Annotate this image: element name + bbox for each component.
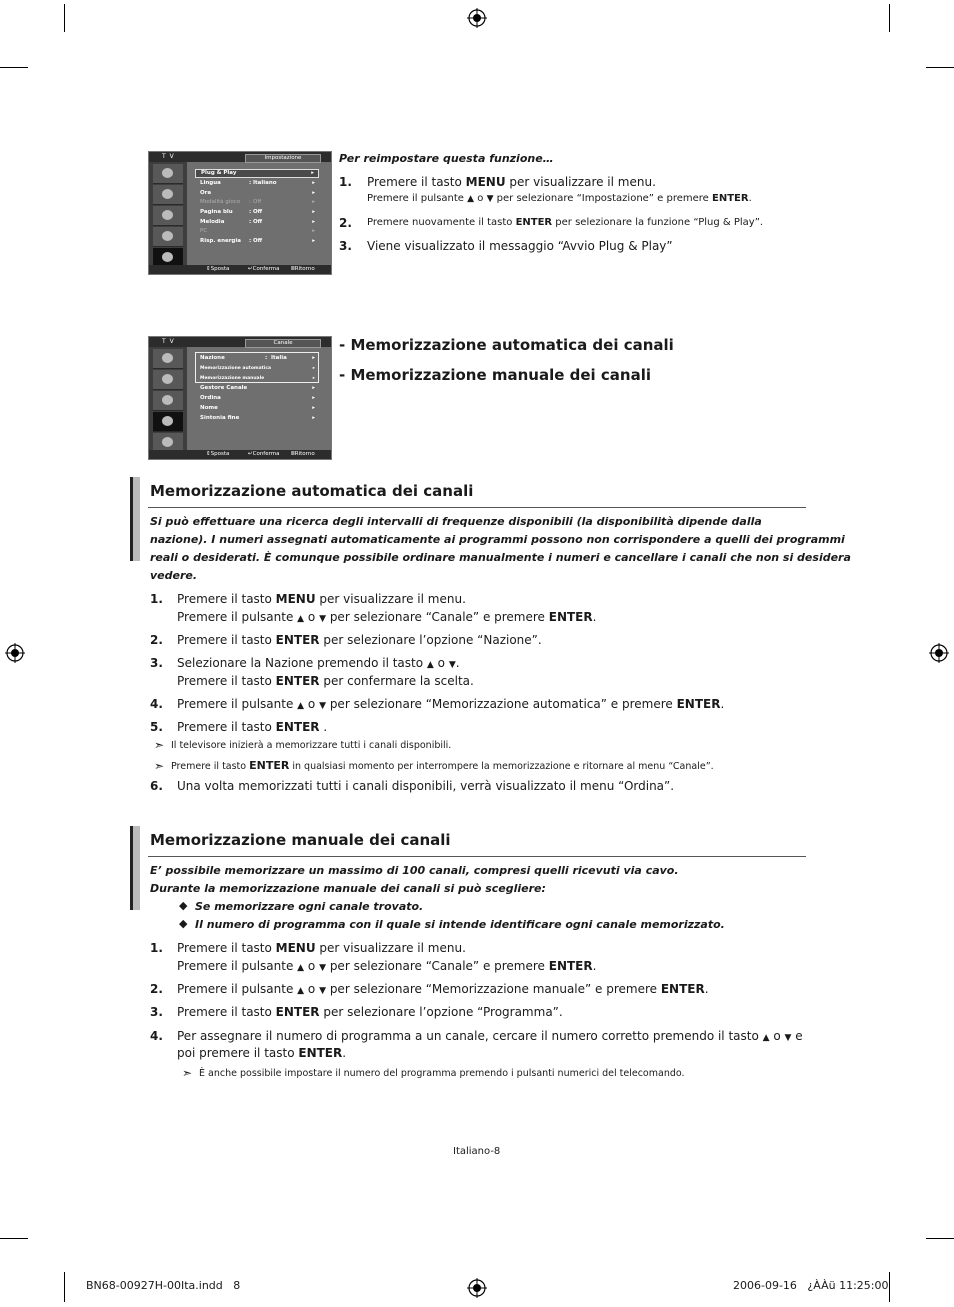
input-icon (153, 227, 183, 247)
step-number: 1. (150, 941, 163, 955)
up-arrow-icon: ▲ (297, 614, 305, 624)
manual-intro-line: E’ possibile memorizzare un massimo di 100 canali, compresi quelli ricevuti via cavo. (150, 864, 679, 877)
move-hint: ⇕Sposta (206, 451, 230, 457)
tv-menu-row: Memorizzazione manuale ▸ (200, 376, 315, 381)
registration-mark-icon (5, 643, 25, 663)
auto-step-2: Premere il tasto ENTER per selezionare l’opzione “Nazione”. (177, 633, 542, 647)
down-arrow-icon: ▼ (319, 986, 326, 996)
tv-menu-row: Nome ▸ (200, 405, 315, 411)
crop-mark (0, 1238, 28, 1239)
auto-step-6: Una volta memorizzati tutti i canali disponibili, verrà visualizzato il menu “Ordina”. (177, 779, 675, 793)
tv-menu-sidebar (149, 162, 187, 266)
reset-step-1-sub: Premere il pulsante ▲ o ▼ per selezionare “Impostazione” e premere ENTER. (367, 193, 752, 204)
link-manual-memorization: - Memorizzazione manuale dei canali (339, 366, 651, 384)
reset-step-3: Viene visualizzato il messaggio “Avvio Plug & Play” (367, 239, 673, 253)
channel-icon (153, 412, 183, 432)
auto-step-3: Selezionare la Nazione premendo il tasto ▲ o ▼. (177, 654, 460, 674)
picture-icon (153, 349, 183, 369)
auto-intro-line: vedere. (150, 569, 198, 582)
reset-step-2: Premere nuovamente il tasto ENTER per selezionare la funzione “Plug & Play”. (367, 217, 764, 228)
registration-mark-icon (467, 8, 487, 28)
tv-label: T V (162, 338, 175, 345)
tv-menu-row: Gestore Canale ▸ (200, 385, 315, 391)
tv-menu-row: PC ▸ (200, 228, 315, 234)
tv-menu-footer (149, 265, 331, 274)
tv-label: T V (162, 153, 175, 160)
note-arrow-icon: ➣ (154, 738, 165, 752)
auto-step-4: Premere il pulsante ▲ o ▼ per selezionare “Memorizzazione automatica” e premere ENTER. (177, 695, 724, 715)
note-arrow-icon: ➣ (182, 1066, 193, 1080)
tv-menu-row: Ordina ▸ (200, 395, 315, 401)
auto-intro-line: reali o desiderati. È comunque possibile ordinare manualmente i numeri e cancellare i canali che non si desidera (150, 551, 851, 564)
down-arrow-icon: ▼ (319, 701, 326, 711)
manual-step-1: Premere il tasto MENU per visualizzare il menu. (177, 941, 466, 955)
crop-mark (0, 67, 28, 68)
print-timestamp: 2006-09-16 ¿ÀÀü 11:25:00 (733, 1279, 889, 1292)
tv-menu-row: Sintonia fine ▸ (200, 415, 315, 421)
crop-mark (926, 1238, 954, 1239)
section-rule (148, 507, 806, 508)
confirm-hint: ↵Conferma (248, 266, 280, 272)
up-arrow-icon: ▲ (762, 1033, 770, 1043)
section-rule (148, 856, 806, 857)
tv-menu-setup-screenshot (148, 151, 332, 275)
link-auto-memorization: - Memorizzazione automatica dei canali (339, 336, 674, 354)
up-arrow-icon: ▲ (297, 986, 305, 996)
input-icon (153, 391, 183, 411)
auto-intro-line: Si può effettuare una ricerca degli intervalli di frequenze disponibili (la disponibilità dipende dalla (150, 515, 762, 528)
step-number: 1. (339, 175, 352, 189)
channel-icon (153, 206, 183, 226)
crop-mark (889, 4, 890, 32)
crop-mark (889, 1272, 890, 1302)
auto-step-1: Premere il tasto MENU per visualizzare il menu. (177, 592, 466, 606)
page-number: Italiano-8 (453, 1146, 501, 1157)
section-heading-manual: Memorizzazione manuale dei canali (150, 831, 451, 849)
up-arrow-icon: ▲ (426, 660, 434, 670)
auto-intro-line: nazione). I numeri assegnati automaticamente ai programmi possono non corrispondere a quelli dei programmi (150, 533, 845, 546)
picture-icon (153, 164, 183, 184)
section-bar (130, 826, 140, 910)
tv-menu-sidebar (149, 347, 187, 451)
down-arrow-icon: ▼ (784, 1033, 792, 1043)
auto-step-3-sub: Premere il tasto ENTER per confermare la scelta. (177, 674, 474, 688)
auto-step-1-sub: Premere il pulsante ▲ o ▼ per selezionare “Canale” e premere ENTER. (177, 608, 596, 628)
up-arrow-icon: ▲ (297, 963, 305, 973)
step-number: 1. (150, 592, 163, 606)
tv-menu-row: Risp. energia : Off ▸ (200, 238, 315, 244)
step-number: 4. (150, 1029, 163, 1043)
step-number: 2. (150, 633, 163, 647)
note-arrow-icon: ➣ (154, 759, 165, 773)
tv-menu-title: Impostazione (245, 154, 321, 163)
manual-bullet-1: Se memorizzare ogni canale trovato. (195, 900, 424, 913)
step-number: 3. (339, 239, 352, 253)
crop-mark (64, 4, 65, 32)
step-number: 3. (150, 656, 163, 670)
down-arrow-icon: ▼ (319, 963, 326, 973)
move-hint: ⇕Sposta (206, 266, 230, 272)
tv-menu-panel (195, 164, 319, 262)
tv-menu-row: Lingua : Italiano ▸ (200, 180, 315, 186)
manual-step-1-sub: Premere il pulsante ▲ o ▼ per selezionare “Canale” e premere ENTER. (177, 957, 596, 977)
down-arrow-icon: ▼ (448, 660, 456, 670)
tv-menu-row: Pagina blu : Off ▸ (200, 209, 315, 215)
manual-note-1: È anche possibile impostare il numero del programma premendo i pulsanti numerici del telecomando. (199, 1068, 685, 1079)
manual-step-4-sub: poi premere il tasto ENTER. (177, 1046, 347, 1060)
manual-bullet-2: Il numero di programma con il quale si intende identificare ogni canale memorizzato. (195, 918, 725, 931)
crop-mark (64, 1272, 65, 1302)
down-arrow-icon: ▼ (486, 194, 494, 204)
section-bar (130, 477, 140, 561)
back-hint: ⅢRitorno (291, 266, 315, 272)
diamond-bullet-icon: ◆ (179, 899, 188, 912)
diamond-bullet-icon: ◆ (179, 917, 188, 930)
confirm-hint: ↵Conferma (248, 451, 280, 457)
manual-step-2: Premere il pulsante ▲ o ▼ per selezionare “Memorizzazione manuale” e premere ENTER. (177, 980, 709, 1000)
step-number: 2. (339, 216, 352, 230)
sound-icon (153, 370, 183, 390)
section-heading-auto: Memorizzazione automatica dei canali (150, 482, 474, 500)
manual-step-3: Premere il tasto ENTER per selezionare l’opzione “Programma”. (177, 1005, 563, 1019)
down-arrow-icon: ▼ (319, 614, 326, 624)
auto-step-5: Premere il tasto ENTER . (177, 720, 328, 734)
tv-menu-channel-screenshot (148, 336, 332, 460)
registration-mark-icon (929, 643, 949, 663)
step-number: 6. (150, 779, 163, 793)
tv-menu-panel (195, 349, 319, 447)
tv-menu-row: Modalità gioco : Off ▸ (200, 199, 315, 205)
registration-mark-icon (467, 1278, 487, 1298)
step-number: 2. (150, 982, 163, 996)
tv-menu-row: Memorizzazione automatica ▸ (200, 366, 315, 371)
up-arrow-icon: ▲ (297, 701, 305, 711)
step-number: 5. (150, 720, 163, 734)
auto-note-2: Premere il tasto ENTER in qualsiasi momento per interrompere la memorizzazione e ritornare al menu “Canale”. (171, 759, 714, 772)
manual-intro-line: Durante la memorizzazione manuale dei canali si può scegliere: (150, 882, 546, 895)
reset-step-1: Premere il tasto MENU per visualizzare il menu. (367, 175, 656, 189)
tv-menu-row: Plug & Play ▸ (195, 169, 319, 178)
file-name: BN68-00927H-00Ita.indd 8 (86, 1279, 241, 1292)
crop-mark (926, 67, 954, 68)
reset-intro: Per reimpostare questa funzione… (339, 152, 554, 165)
step-number: 3. (150, 1005, 163, 1019)
manual-step-4: Per assegnare il numero di programma a un canale, cercare il numero corretto premendo il tasto ▲ o ▼ e (177, 1027, 803, 1047)
tv-menu-title: Canale (245, 339, 321, 348)
tv-menu-row: Melodia : Off ▸ (200, 219, 315, 225)
sound-icon (153, 185, 183, 205)
tv-menu-row: Ora ▸ (200, 190, 315, 196)
auto-note-1: Il televisore inizierà a memorizzare tutti i canali disponibili. (171, 740, 452, 751)
back-hint: ⅢRitorno (291, 451, 315, 457)
tv-menu-footer (149, 450, 331, 459)
step-number: 4. (150, 697, 163, 711)
up-arrow-icon: ▲ (467, 194, 475, 204)
tv-menu-row: Nazione : Italia ▸ (200, 355, 315, 361)
